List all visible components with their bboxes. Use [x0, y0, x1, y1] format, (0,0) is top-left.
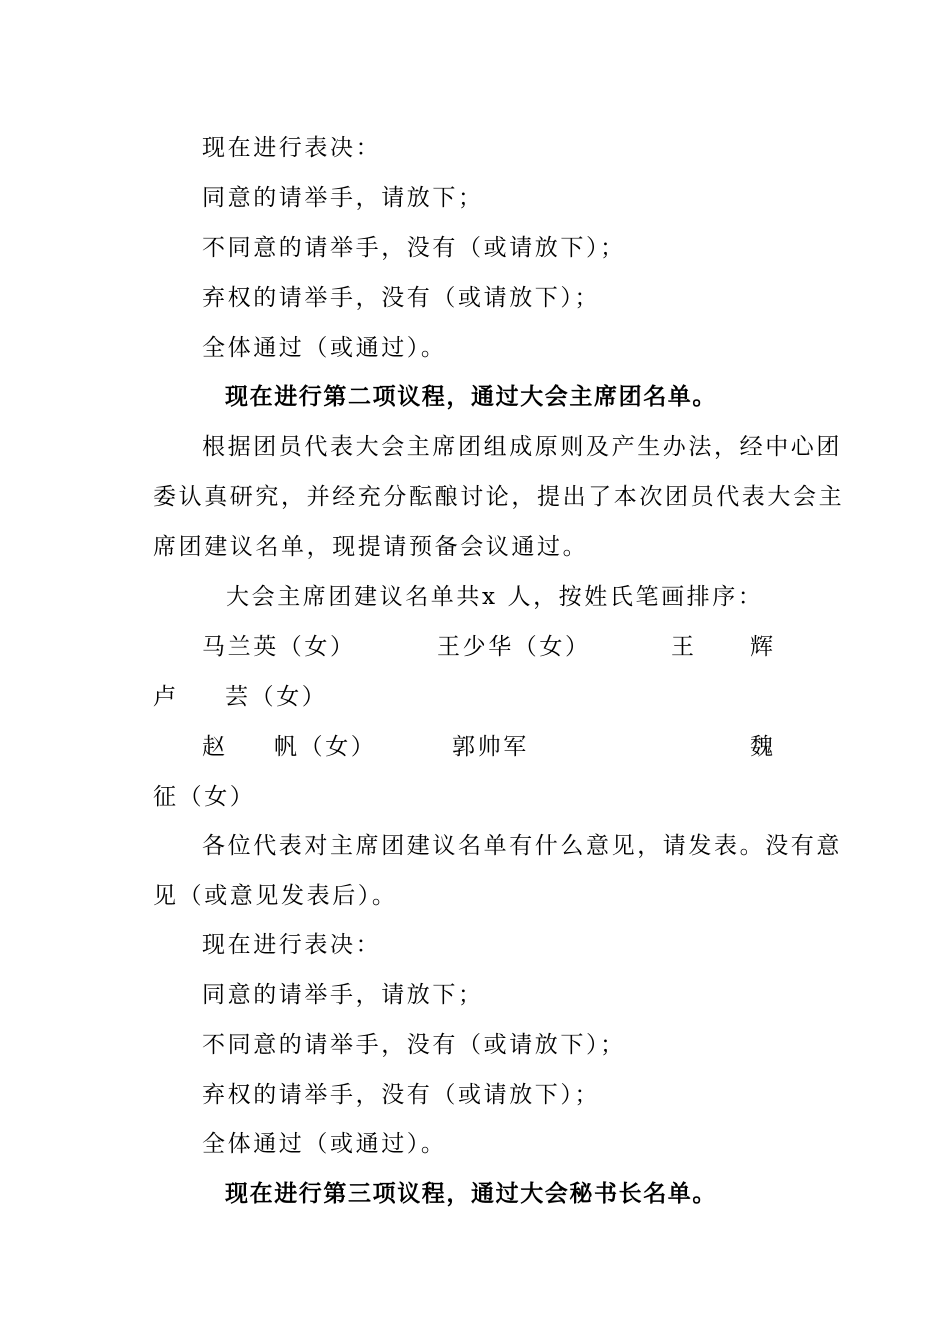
vote-agree: 同意的请举手，请放下； — [202, 185, 484, 211]
vote-intro: 现在进行表决： — [202, 932, 382, 958]
presidium-name-part: 帆（女） — [274, 734, 377, 760]
presidium-name-part: 征（女） — [153, 784, 256, 810]
presidium-name-part: 王 — [671, 634, 697, 660]
agenda3-heading: 现在进行第三项议程，通过大会秘书长名单。 — [225, 1180, 717, 1207]
presidium-name-part: 芸（女） — [225, 684, 328, 710]
vote-abstain: 弃权的请举手，没有（或请放下）； — [202, 1082, 601, 1108]
vote-intro: 现在进行表决： — [202, 135, 382, 161]
vote-result: 全体通过（或通过）。 — [202, 335, 447, 361]
agenda2-heading: 现在进行第二项议程，通过大会主席团名单。 — [225, 383, 717, 410]
vote-agree: 同意的请举手，请放下； — [202, 982, 484, 1008]
presidium-name: 马兰英（女） — [202, 634, 356, 660]
opinion-paragraph-line: 各位代表对主席团建议名单有什么意见，请发表。没有意 — [202, 833, 842, 859]
vote-result: 全体通过（或通过）。 — [202, 1131, 447, 1157]
presidium-name-part: 赵 — [202, 734, 228, 760]
presidium-list-intro: 大会主席团建议名单共x 人，按姓氏笔画排序： — [226, 584, 764, 610]
vote-disagree: 不同意的请举手，没有（或请放下）； — [202, 1032, 626, 1058]
presidium-name: 王少华（女） — [437, 634, 591, 660]
vote-abstain: 弃权的请举手，没有（或请放下）； — [202, 285, 601, 311]
agenda2-paragraph-line: 席团建议名单，现提请预备会议通过。 — [153, 534, 589, 560]
agenda2-paragraph-line: 根据团员代表大会主席团组成原则及产生办法，经中心团 — [202, 434, 842, 460]
vote-disagree: 不同意的请举手，没有（或请放下）； — [202, 235, 626, 261]
opinion-paragraph-line: 见（或意见发表后）。 — [153, 883, 398, 909]
presidium-name-part: 卢 — [153, 684, 179, 710]
presidium-name-part: 辉 — [750, 634, 776, 660]
presidium-name-part: 魏 — [750, 734, 776, 760]
presidium-name: 郭帅军 — [452, 734, 529, 760]
agenda2-paragraph-line: 委认真研究，并经充分酝酿讨论，提出了本次团员代表大会主 — [153, 484, 845, 510]
